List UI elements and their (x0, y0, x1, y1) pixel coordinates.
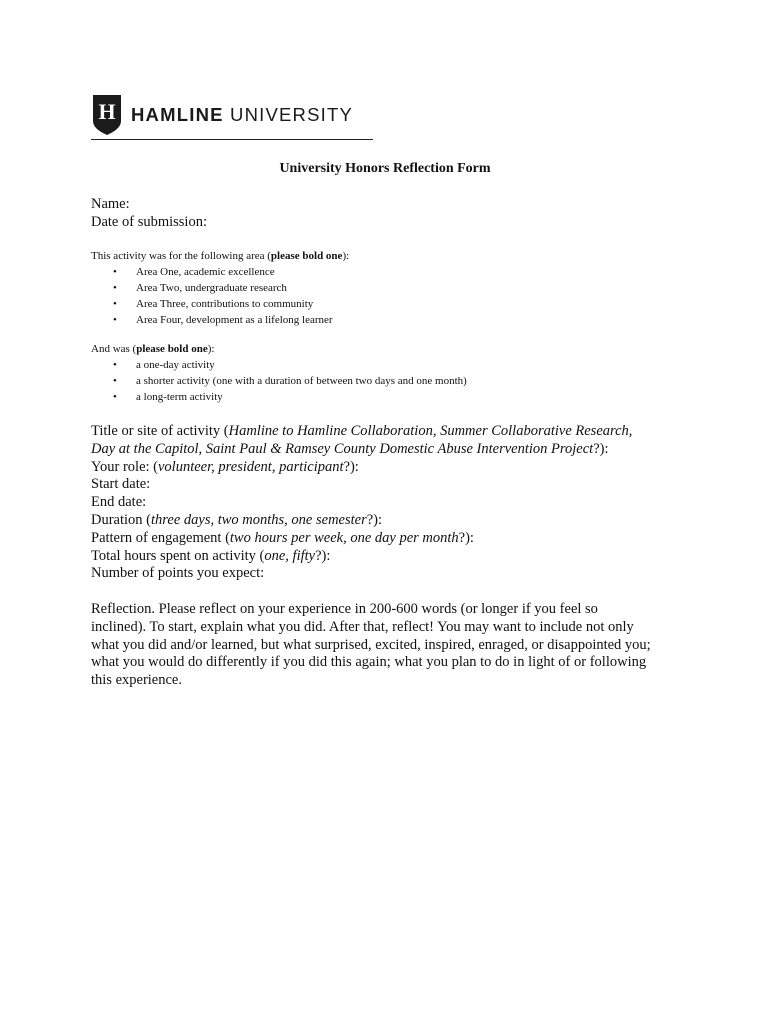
area-list (113, 264, 333, 328)
pattern-prefix: Pattern of engagement ( (91, 529, 230, 546)
pattern-example: two hours per week, one day per month (229, 529, 459, 546)
area-intro-suffix: ): (342, 250, 350, 262)
role-field (91, 459, 632, 477)
hours-example: one, fifty (264, 547, 316, 564)
area-intro-bold: please bold one (270, 250, 343, 262)
role-suffix: ?): (343, 458, 359, 475)
reflection-line: this experience. (91, 672, 182, 689)
name-label: Name: (91, 196, 130, 212)
duration-list (113, 357, 467, 405)
title-site-example-2: Day at the Capitol, Saint Paul & Ramsey County Domestic Abuse Intervention Project (91, 440, 594, 457)
form-title: University Honors Reflection Form (279, 161, 491, 176)
duration-example: three days, two months, one semester (151, 511, 367, 528)
logo-letter: H (98, 99, 116, 124)
points-field: Number of points you expect: (91, 565, 265, 582)
duration-item: • a one-day activity (113, 357, 467, 373)
reflection-line: inclined). To start, explain what you did. After that, reflect! You may want to include not only (91, 618, 634, 635)
reflection-line: Reflection. Please reflect on your experience in 200-600 words (or longer if you feel so (91, 601, 598, 617)
area-intro (91, 248, 349, 264)
header-rule (91, 139, 373, 140)
duration-suffix: ?): (366, 511, 383, 528)
total-hours-field (91, 548, 632, 566)
title-site-prefix: Title or site of activity ( (91, 423, 229, 439)
duration-item: • a long-term activity (113, 389, 467, 405)
area-item: • Area Two, undergraduate research (113, 280, 333, 296)
hours-prefix: Total hours spent on activity ( (91, 547, 265, 564)
duration-field (91, 512, 632, 530)
pattern-field (91, 530, 632, 548)
reflection-paragraph (91, 601, 681, 690)
area-item: • Area Four, development as a lifelong learner (113, 312, 333, 328)
area-intro-prefix: This activity was for the following area ( (91, 250, 271, 262)
area-item: • Area One, academic excellence (113, 264, 333, 280)
duration-intro (91, 341, 214, 357)
role-prefix: Your role: ( (91, 458, 158, 475)
title-site-field-line-2 (91, 441, 632, 459)
hamline-logo (93, 95, 353, 135)
end-date-field: End date: (91, 494, 147, 511)
reflection-line: what you would do differently if you did this again; what you plan to do in light of or following (91, 654, 647, 671)
duration-item: • a shorter activity (one with a duration of between two days and one month) (113, 373, 467, 389)
title-site-suffix: ?): (593, 440, 609, 457)
area-item: • Area Three, contributions to community (113, 296, 333, 312)
logo-wordmark (131, 103, 354, 125)
logo-bold: HAMLINE (131, 103, 224, 125)
reflection-line: what you did and/or learned, but what surprised, excited, inspired, enraged, or disappointed you; (91, 636, 651, 653)
title-site-field-line-1 (91, 423, 632, 441)
pattern-suffix: ?): (458, 529, 474, 546)
duration-intro-prefix: And was ( (91, 343, 137, 355)
role-example: volunteer, president, participant (158, 458, 344, 475)
activity-fields (91, 423, 632, 583)
start-date-field: Start date: (91, 476, 151, 493)
hours-suffix: ?): (315, 547, 331, 564)
title-site-example-1: Hamline to Hamline Collaboration, Summer Collaborative Research, (228, 423, 633, 439)
hamline-shield-icon (93, 95, 121, 135)
duration-prefix: Duration ( (91, 511, 151, 528)
logo-regular: UNIVERSITY (230, 103, 354, 125)
duration-intro-suffix: ): (207, 343, 215, 355)
duration-intro-bold: please bold one (136, 343, 208, 355)
date-of-submission-label: Date of submission: (91, 214, 207, 230)
